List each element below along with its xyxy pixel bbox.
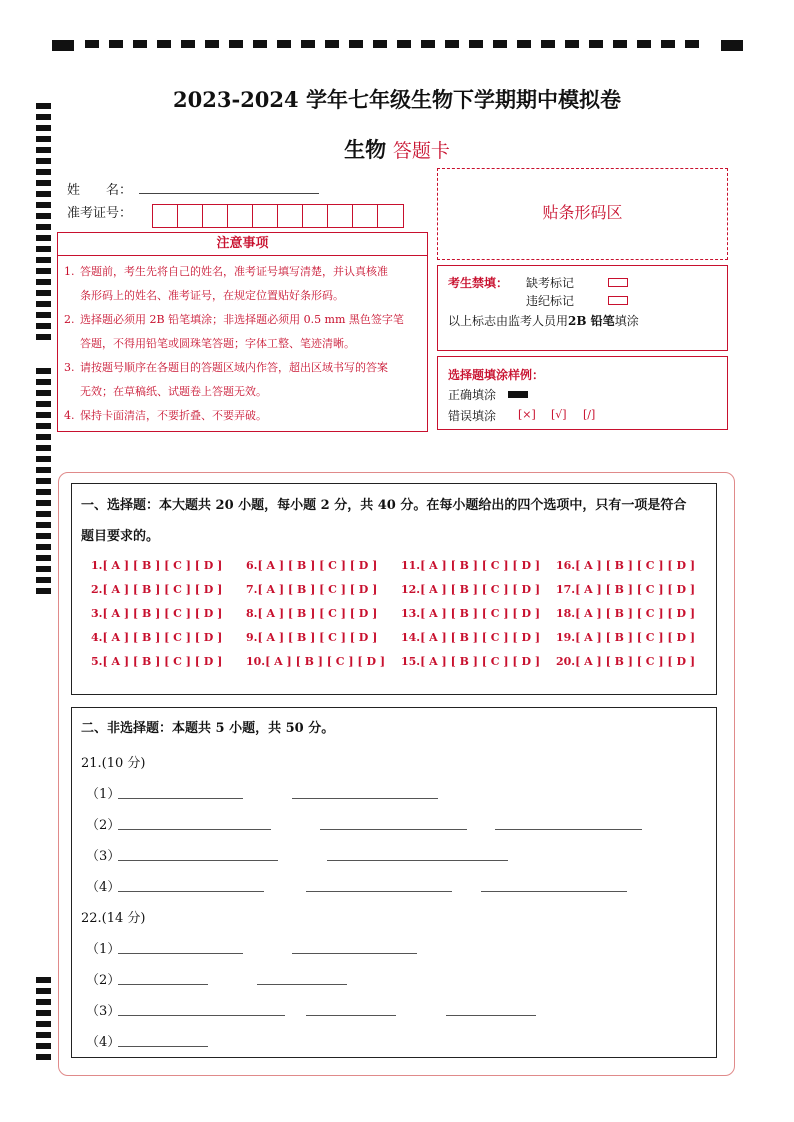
timing-mark: [36, 988, 51, 994]
timing-mark: [36, 489, 51, 495]
question-number: 8.: [246, 607, 258, 620]
timing-mark: [36, 1043, 51, 1049]
timing-mark: [253, 40, 267, 48]
choice-question[interactable]: [246, 583, 377, 596]
q21-part4-blank-a[interactable]: [118, 891, 264, 892]
timing-mark: [157, 40, 171, 48]
section2-heading: 二、非选择题：本题共 5 小题，共 50 分。: [81, 721, 335, 736]
choice-question[interactable]: [401, 559, 540, 572]
timing-mark: [589, 40, 603, 48]
timing-mark: [421, 40, 435, 48]
question-number: 11.: [401, 559, 421, 572]
notice-item-line: 保持卡面清洁，不要折叠、不要弄破。: [80, 409, 267, 422]
timing-mark: [36, 312, 51, 318]
option-bubbles[interactable]: [ A ] [ B ] [ C ] [ D ]: [420, 607, 541, 620]
option-bubbles[interactable]: [ A ] [ B ] [ C ] [ D ]: [257, 631, 378, 644]
q21-part3-blank-b[interactable]: [327, 860, 508, 861]
timing-mark: [36, 125, 51, 131]
choice-question[interactable]: [401, 655, 540, 668]
notice-item-line: 请按题号顺序在各题目的答题区域内作答，超出区域书写的答案: [80, 361, 388, 374]
timing-mark: [36, 434, 51, 440]
wrong-mark-cross: [×]: [518, 408, 536, 421]
correct-fill-sample: [508, 391, 528, 398]
timing-mark: [36, 423, 51, 429]
timing-mark: [661, 40, 675, 48]
timing-mark: [36, 445, 51, 451]
question-number: 4.: [91, 631, 103, 644]
notice-item-number: 1.: [64, 265, 75, 278]
correct-label: 正确填涂: [448, 388, 497, 402]
q22-title: 22.(14 分): [81, 911, 146, 926]
note-suffix: 填涂: [614, 314, 639, 328]
section1-heading-line1: 一、选择题：本大题共 20 小题，每小题 2 分，共 40 分。在每小题给出的四个选项中，只有一项是符合: [81, 498, 687, 513]
q22-part3-blank-b[interactable]: [306, 1015, 396, 1016]
choice-question[interactable]: [91, 559, 222, 572]
timing-mark: [133, 40, 147, 48]
choice-question[interactable]: [401, 583, 540, 596]
timing-mark: [36, 114, 51, 120]
notice-item-number: 3.: [64, 361, 75, 374]
question-number: 9.: [246, 631, 258, 644]
wrong-label: 错误填涂: [448, 409, 497, 423]
notice-item-number: 2.: [64, 313, 75, 326]
option-bubbles[interactable]: [ A ] [ B ] [ C ] [ D ]: [102, 655, 223, 668]
notice-item-line: 无效；在草稿纸、试题卷上答题无效。: [80, 385, 267, 398]
timing-mark: [469, 40, 483, 48]
notice-item: [64, 308, 421, 356]
choice-question[interactable]: [556, 607, 695, 620]
sample-box: [437, 356, 728, 430]
option-bubbles[interactable]: [ A ] [ B ] [ C ] [ D ]: [575, 559, 696, 572]
timing-mark: [229, 40, 243, 48]
timing-mark: [36, 401, 51, 407]
id-label: 准考证号：: [67, 206, 133, 221]
option-bubbles[interactable]: [ A ] [ B ] [ C ] [ D ]: [575, 583, 696, 596]
timing-mark: [373, 40, 387, 48]
id-digit-boxes[interactable]: [152, 204, 404, 228]
timing-mark: [301, 40, 315, 48]
option-bubbles[interactable]: [ A ] [ B ] [ C ] [ D ]: [257, 583, 378, 596]
timing-mark: [36, 1010, 51, 1016]
option-bubbles[interactable]: [ A ] [ B ] [ C ] [ D ]: [257, 607, 378, 620]
timing-mark: [36, 390, 51, 396]
q21-part1-blank-a[interactable]: [118, 798, 243, 799]
option-bubbles[interactable]: [ A ] [ B ] [ C ] [ D ]: [420, 559, 541, 572]
timing-mark: [36, 577, 51, 583]
option-bubbles[interactable]: [ A ] [ B ] [ C ] [ D ]: [257, 559, 378, 572]
q21-part2-label: （2）: [86, 818, 121, 833]
q22-part2-blank-b[interactable]: [257, 984, 347, 985]
timing-mark: [36, 191, 51, 197]
timing-mark: [36, 1032, 51, 1038]
timing-mark: [205, 40, 219, 48]
timing-mark: [397, 40, 411, 48]
notice-item-line: 选择题必须用 2B 铅笔填涂；非选择题必须用 0.5 mm 黑色签字笔: [80, 313, 404, 326]
timing-mark: [685, 40, 699, 48]
section-nonchoice: [71, 707, 717, 1058]
timing-mark: [36, 257, 51, 263]
timing-mark: [637, 40, 651, 48]
choice-question[interactable]: [401, 631, 540, 644]
notice-title: 注意事项: [58, 233, 427, 256]
timing-mark: [565, 40, 579, 48]
timing-mark: [36, 368, 51, 374]
q21-part4-blank-b[interactable]: [306, 891, 452, 892]
q22-part1-blank-b[interactable]: [292, 953, 417, 954]
violation-checkbox[interactable]: [608, 293, 628, 307]
q22-part3-blank-c[interactable]: [446, 1015, 536, 1016]
option-bubbles[interactable]: [ A ] [ B ] [ C ] [ D ]: [102, 559, 223, 572]
question-number: 16.: [556, 559, 576, 572]
note-bold: 2B 铅笔: [568, 314, 615, 328]
question-number: 10.: [246, 655, 266, 668]
timing-mark: [36, 180, 51, 186]
choice-question[interactable]: [91, 631, 222, 644]
q22-part3-label: （3）: [86, 1004, 121, 1019]
option-bubbles[interactable]: [ A ] [ B ] [ C ] [ D ]: [575, 631, 696, 644]
page-title: 2023-2024 学年七年级生物下学期期中模拟卷: [173, 87, 621, 112]
timing-mark: [36, 999, 51, 1005]
timing-mark: [36, 224, 51, 230]
option-bubbles[interactable]: [ A ] [ B ] [ C ] [ D ]: [102, 583, 223, 596]
question-number: 20.: [556, 655, 576, 668]
timing-mark: [349, 40, 363, 48]
examinee-label: 考生禁填：: [448, 276, 509, 290]
examinee-note: [448, 312, 639, 329]
question-number: 7.: [246, 583, 258, 596]
timing-mark: [445, 40, 459, 48]
choice-question[interactable]: [556, 559, 695, 572]
timing-mark: [181, 40, 195, 48]
wrong-mark-slash: [/]: [583, 408, 596, 421]
sample-label: 选择题填涂样例：: [448, 368, 545, 382]
timing-mark: [36, 533, 51, 539]
choice-question[interactable]: [246, 559, 377, 572]
timing-mark: [109, 40, 123, 48]
timing-mark: [36, 500, 51, 506]
q21-part2-blank-b[interactable]: [320, 829, 467, 830]
question-number: 14.: [401, 631, 421, 644]
question-number: 17.: [556, 583, 576, 596]
q21-part4-blank-c[interactable]: [481, 891, 627, 892]
question-number: 3.: [91, 607, 103, 620]
section-choice: [71, 483, 717, 695]
q22-part2-label: （2）: [86, 973, 121, 988]
option-bubbles[interactable]: [ A ] [ B ] [ C ] [ D ]: [102, 607, 223, 620]
timing-mark: [721, 40, 743, 51]
barcode-area: 贴条形码区: [437, 168, 728, 260]
q21-part3-blank-a[interactable]: [118, 860, 278, 861]
question-number: 5.: [91, 655, 103, 668]
violation-label: 违纪标记: [526, 294, 575, 308]
question-number: 18.: [556, 607, 576, 620]
timing-mark: [36, 1054, 51, 1060]
option-bubbles[interactable]: [ A ] [ B ] [ C ] [ D ]: [265, 655, 386, 668]
q21-part1-blank-b[interactable]: [292, 798, 438, 799]
question-number: 13.: [401, 607, 421, 620]
notice-item-line: 答题，不得用铅笔或圆珠笔答题；字体工整、笔迹清晰。: [80, 337, 355, 350]
q21-part2-blank-c[interactable]: [495, 829, 642, 830]
notice-item-line: 条形码上的姓名、准考证号，在规定位置贴好条形码。: [80, 289, 344, 302]
timing-mark: [36, 555, 51, 561]
q21-part4-label: （4）: [86, 880, 121, 895]
question-number: 6.: [246, 559, 258, 572]
timing-mark: [36, 588, 51, 594]
choice-question[interactable]: [91, 655, 222, 668]
timing-mark: [36, 379, 51, 385]
timing-mark: [36, 301, 51, 307]
timing-mark: [36, 467, 51, 473]
timing-mark: [613, 40, 627, 48]
option-bubbles[interactable]: [ A ] [ B ] [ C ] [ D ]: [575, 607, 696, 620]
timing-mark: [36, 169, 51, 175]
timing-mark: [36, 246, 51, 252]
timing-mark: [36, 1021, 51, 1027]
timing-mark: [517, 40, 531, 48]
choice-question[interactable]: [556, 631, 695, 644]
wrong-mark-check: [√]: [551, 408, 567, 421]
option-bubbles[interactable]: [ A ] [ B ] [ C ] [ D ]: [575, 655, 696, 668]
choice-question[interactable]: [246, 631, 377, 644]
notice-box: [57, 232, 428, 432]
q22-part4-label: （4）: [86, 1035, 121, 1050]
q22-part1-label: （1）: [86, 942, 121, 957]
choice-question[interactable]: [91, 607, 222, 620]
name-label: 姓 名：: [67, 183, 133, 198]
examinee-box: [437, 265, 728, 351]
option-bubbles[interactable]: [ A ] [ B ] [ C ] [ D ]: [420, 655, 541, 668]
section1-heading-line2: 题目要求的。: [81, 529, 160, 544]
timing-mark: [36, 478, 51, 484]
option-bubbles[interactable]: [ A ] [ B ] [ C ] [ D ]: [420, 583, 541, 596]
timing-mark: [36, 456, 51, 462]
choice-question[interactable]: [246, 655, 385, 668]
q21-part3-label: （3）: [86, 849, 121, 864]
choice-question[interactable]: [91, 583, 222, 596]
question-number: 19.: [556, 631, 576, 644]
q22-part1-blank-a[interactable]: [118, 953, 243, 954]
option-bubbles[interactable]: [ A ] [ B ] [ C ] [ D ]: [420, 631, 541, 644]
timing-mark: [36, 235, 51, 241]
q22-part3-blank-a[interactable]: [118, 1015, 285, 1016]
choice-question[interactable]: [556, 655, 695, 668]
timing-mark: [36, 202, 51, 208]
question-number: 2.: [91, 583, 103, 596]
timing-mark: [36, 412, 51, 418]
timing-mark: [541, 40, 555, 48]
timing-mark: [52, 40, 74, 51]
q22-part4-blank-a[interactable]: [118, 1046, 208, 1047]
subject-label: 生物: [344, 137, 387, 162]
notice-item-line: 答题前，考生先将自己的姓名，准考证号填写清楚，并认真核准: [80, 265, 388, 278]
choice-question[interactable]: [246, 607, 377, 620]
question-number: 12.: [401, 583, 421, 596]
notice-item: [64, 356, 421, 404]
name-field[interactable]: [139, 193, 319, 194]
question-number: 1.: [91, 559, 103, 572]
timing-mark: [85, 40, 99, 48]
absent-checkbox[interactable]: [608, 275, 628, 289]
timing-mark: [36, 279, 51, 285]
option-bubbles[interactable]: [ A ] [ B ] [ C ] [ D ]: [102, 631, 223, 644]
absent-label: 缺考标记: [526, 276, 575, 290]
page-subtitle: [0, 134, 794, 164]
timing-mark: [36, 290, 51, 296]
timing-mark: [493, 40, 507, 48]
choice-question[interactable]: [401, 607, 540, 620]
timing-mark: [36, 566, 51, 572]
timing-mark: [36, 544, 51, 550]
timing-mark: [36, 334, 51, 340]
notice-item-number: 4.: [64, 409, 75, 422]
choice-question[interactable]: [556, 583, 695, 596]
card-label: 答题卡: [392, 140, 450, 162]
q21-title: 21.(10 分): [81, 756, 146, 771]
timing-mark: [36, 213, 51, 219]
timing-mark: [36, 977, 51, 983]
timing-mark: [36, 522, 51, 528]
question-number: 15.: [401, 655, 421, 668]
timing-mark: [36, 511, 51, 517]
timing-mark: [36, 268, 51, 274]
q21-part2-blank-a[interactable]: [118, 829, 271, 830]
timing-mark: [277, 40, 291, 48]
q22-part2-blank-a[interactable]: [118, 984, 208, 985]
notice-list: [58, 256, 427, 428]
timing-mark: [325, 40, 339, 48]
q21-part1-label: （1）: [86, 787, 121, 802]
timing-mark: [36, 323, 51, 329]
notice-item: [64, 404, 421, 428]
note-prefix: 以上标志由监考人员用: [448, 314, 569, 328]
notice-item: [64, 260, 421, 308]
